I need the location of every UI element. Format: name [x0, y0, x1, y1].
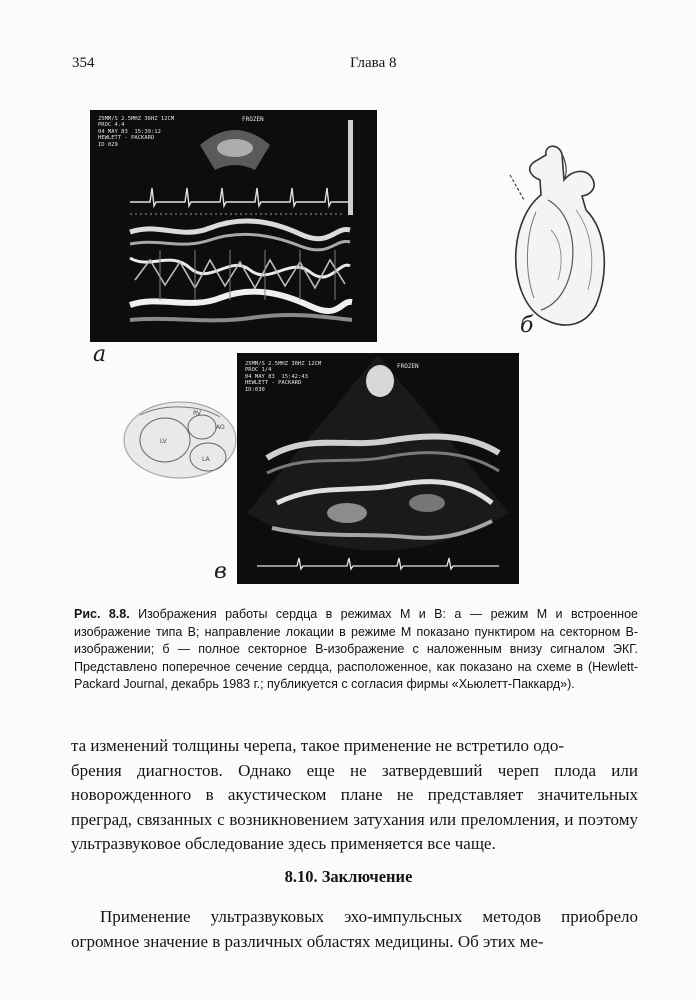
page-number: 354	[72, 55, 95, 71]
figure-panel-b-heart-drawing	[506, 140, 616, 340]
schematic-label: LA	[202, 456, 210, 463]
panel-a-overlay-line: 25MM/S 2.5MHZ 36HZ 12CM	[98, 116, 175, 122]
figure-panel-a-mmode	[90, 110, 377, 342]
heart-section-schematic	[120, 395, 240, 485]
schematic-label: RV	[193, 410, 201, 417]
figure-panel-c-sector-image	[237, 353, 519, 584]
panel-c-overlay-line: 04 MAY 83 15:42:43	[245, 373, 308, 380]
panel-label-a: а	[93, 342, 107, 367]
caption-text: Изображения работы сердца в режимах М и В: а — режим М и встроенное изображение типа В; направление локации в режиме М показано пунктиром на секторном В-изображении; б — полное секторное В-изображение с наложенным внизу сигналом ЭКГ. Представлено поперечное сечение сердца, расположенное, как показано на схеме в (Hewlett-Packard Journal, декабрь 1983 г.; публикуется с согласия фирмы «Хьюлетт-Паккард»).	[74, 607, 638, 691]
panel-a-overlay-line: HEWLETT - PACKARD	[98, 135, 155, 142]
panel-a-overlay-line: ID 029	[98, 141, 118, 148]
panel-c-overlay-line: PROC 1/4	[245, 367, 272, 374]
caption-lead: Рис. 8.8.	[74, 607, 130, 621]
body-paragraph-2: Применение ультразвуковых эхо-импульсных методов приобрело огромное значение в различных областях медицины. Об этих ме-	[71, 907, 638, 951]
running-head-chapter: Глава 8	[350, 55, 397, 71]
figure-caption	[74, 606, 638, 694]
panel-c-overlay-text	[245, 361, 321, 393]
panel-label-c: в	[214, 559, 227, 584]
panel-a-overlay-text	[98, 116, 174, 148]
body-paragraph-1	[71, 734, 638, 857]
panel-label-b: б	[520, 313, 534, 338]
heart-illustration	[506, 140, 616, 340]
panel-a-frozen-label: FROZEN	[242, 116, 264, 123]
panel-a-overlay-line: PROC 4.4	[98, 122, 125, 129]
schematic-label: AO	[216, 424, 225, 431]
body-paragraph-1-rest: брения диагностов. Однако еще не затвердевший череп плода или новорожденного в акустическом плане не представляет значительных преград, связанных с возникновением затухания или преломления, и поэтому ультразвуковое обследование здесь применяется все чаще.	[71, 760, 638, 853]
panel-a-overlay-line: 04 MAY 83 15:39:12	[98, 128, 161, 135]
panel-c-frozen-label: FROZEN	[397, 363, 419, 370]
body-paragraph-1-first-line: та изменений толщины черепа, такое применение не встретило одо-	[71, 736, 565, 755]
panel-c-overlay-line: ID:030	[245, 386, 265, 393]
schematic-label: LV	[160, 438, 167, 445]
section-heading: 8.10. Заключение	[284, 867, 413, 886]
panel-c-overlay-line: HEWLETT - PACKARD	[245, 380, 302, 387]
panel-c-overlay-line: 25MM/S 2.5MHZ 30HZ 12CM	[245, 361, 322, 367]
